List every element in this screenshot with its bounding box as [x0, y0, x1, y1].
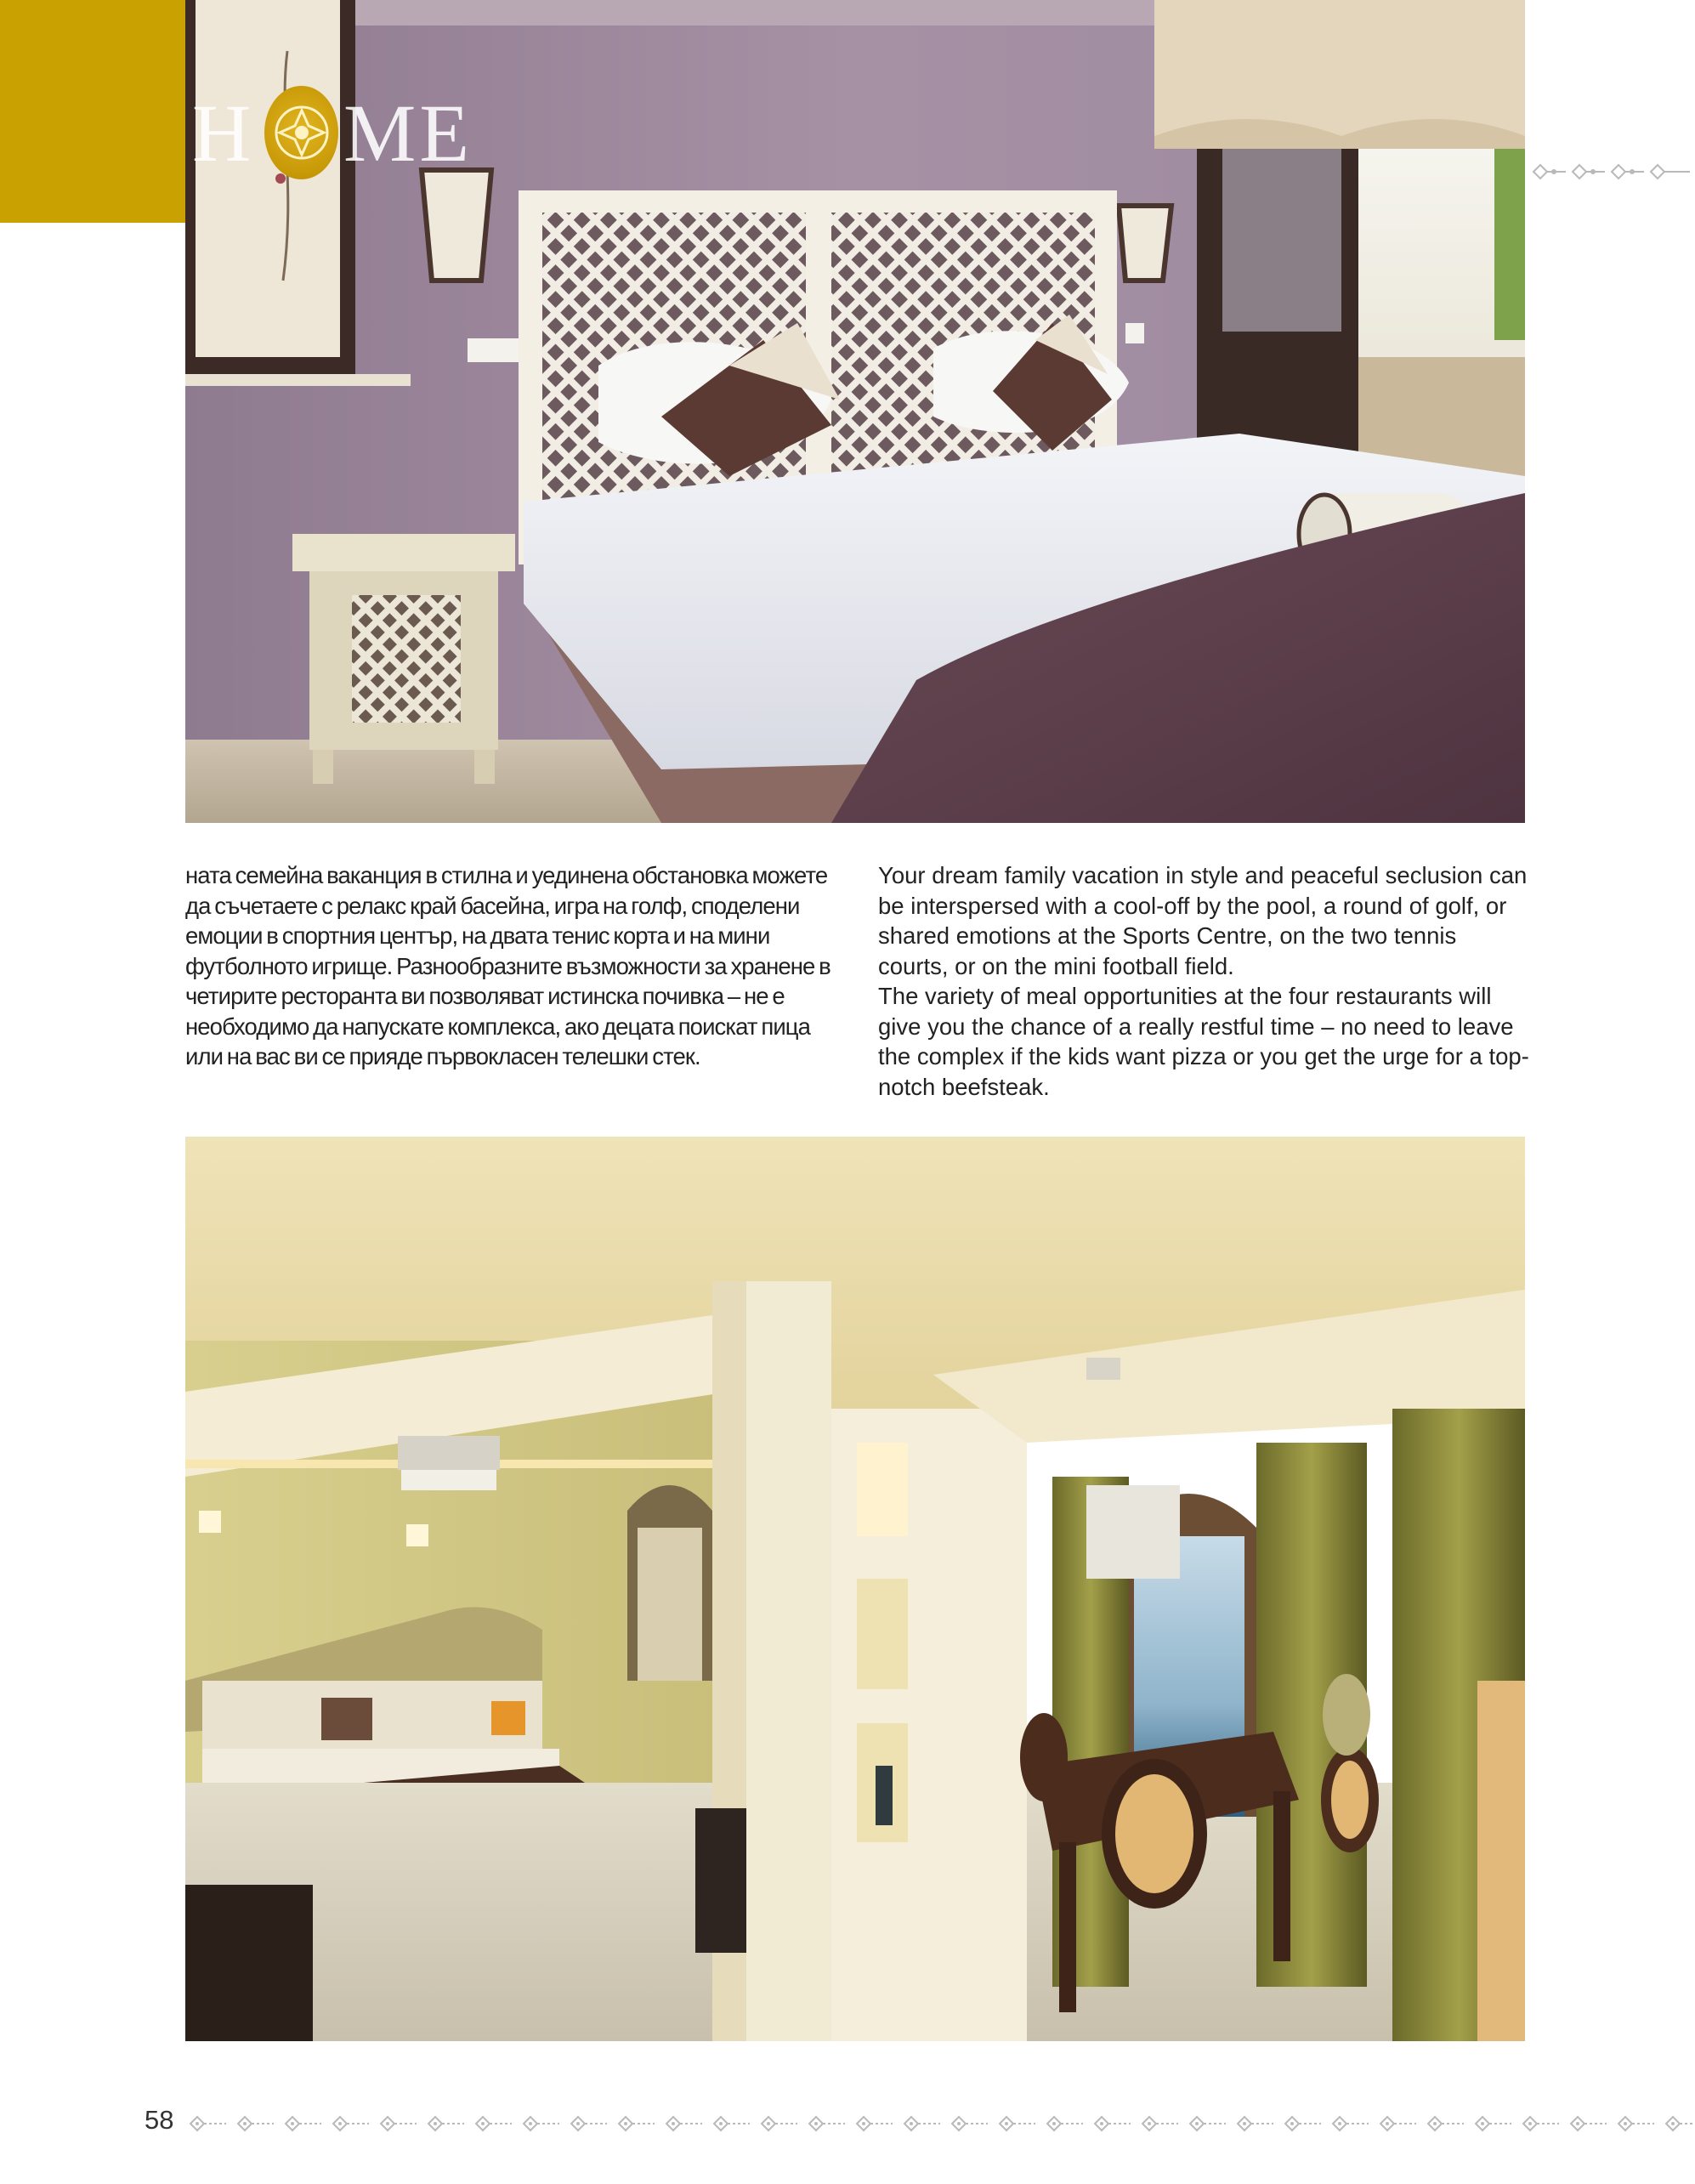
- body-text-english: [878, 860, 1533, 1102]
- ornament-medallion-icon: [264, 86, 338, 179]
- section-title-letters-me: ME: [343, 87, 473, 179]
- section-title-letter-h: H: [192, 87, 255, 179]
- english-paragraph-2: The variety of meal opportunities at the four restaurants will give you the chance of a really restful time – no need to leave the complex if the kids want pizza or you get the urge for a top-notch beefsteak.: [878, 983, 1529, 1100]
- ornament-band-top: [1525, 160, 1695, 184]
- english-paragraph-1: Your dream family vacation in style and peaceful seclusion can be interspersed with a cool-off by the pool, a round of golf, or shared emotions at the Sports Centre, on the two tennis courts, or on the mini football field.: [878, 862, 1528, 979]
- section-title-home: [192, 82, 473, 184]
- living-dining-room-photo: [185, 1137, 1525, 2041]
- body-text-bulgarian: ната семейна ваканция в стилна и уединена обстановка можете да съчетаете с релакс край басейна, игра на голф, споделени емоции в спортния център, на двата тенис корта и на мини футболното игрище. Разнообразните възможности за хранене в четирите ресторанта ви позволяват истинска почивка – не е необходимо да напускате комплекса, ако децата поискат пица или на вас ви се прияде първокласен телешки стек.: [185, 862, 830, 1069]
- page-number: 58: [145, 2105, 174, 2135]
- gold-corner-block: [0, 0, 185, 223]
- ornament-band-bottom: [185, 2112, 1695, 2136]
